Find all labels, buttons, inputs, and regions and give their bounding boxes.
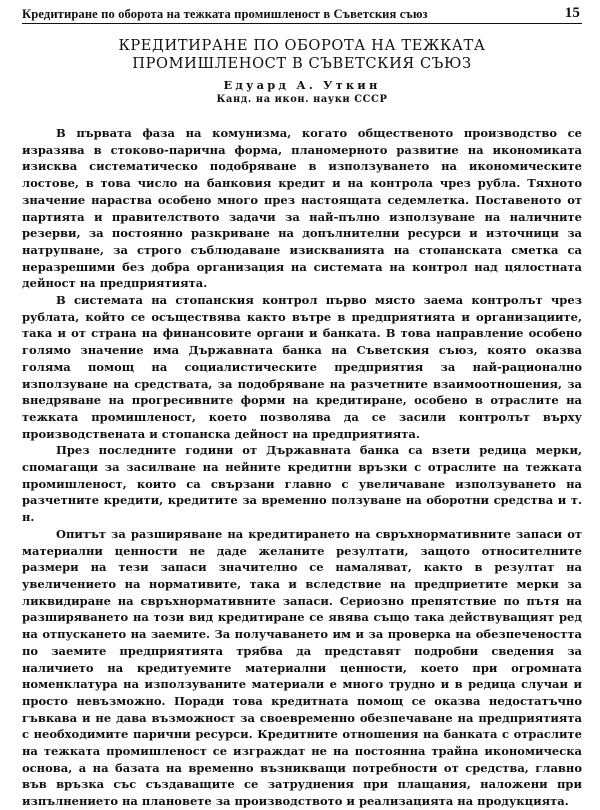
article-title bbox=[22, 37, 582, 73]
page-number: 15 bbox=[564, 5, 580, 21]
running-header bbox=[22, 0, 582, 24]
author-name: Едуард А. Уткин bbox=[223, 78, 381, 92]
paragraph-1: В първата фаза на комунизма, когато общественото производство се изразява в стоково-парична форма, планомерното развитие на икономиката изисква систематическо подобряване в използуването на икономическите лостове, в това число на банковия кредит и на контрола чрез рубла. Тяхното значение нараства особено много през настоящата седемлетка. Поставеното от партията и правителството задачи за най-пълно използуване на наличните резерви, за постоянно разкриване на допълнителни ресурси и източници за натрупване, за строго съблюдаване изискванията на стопанската сметка са неразрешими без добра организация на системата на контрол над цялостната дейност на предприятията. bbox=[22, 126, 582, 291]
paragraph-3: През последните години от Държавната банка са взети редица мерки, спомагащи за засилване на нейните кредитни връзки с отраслите на тежката промишленост, които са свързани главно с увеличаване използуването на разчетните кредити, кредитите за временно ползуване на оборотни средства и т. н. bbox=[22, 443, 582, 525]
article-body bbox=[22, 125, 582, 810]
running-title: Кредитиране по оборота на тежката промишленост в Съветския съюз bbox=[22, 7, 428, 21]
paragraph-4: Опитът за разширяване на кредитирането на свръхнормативните запаси от материални ценности не даде желаните резултати, защото относителните размери на тези запаси значително се намаляват, както в резултат на увеличението на нормативите, така и вследствие на предприетите мерки за ликвидиране на свръхнормативните запаси. Сериозно препятствие по пътя на разширяването на този вид кредитиране се явява също така действуващият ред на отпускането на заемите. За получаването им и за проверка на обезпечеността по заемите предприятията трябва да представят подробни сведения за наличието на кредитуемите материални ценности, което при огромната номенклатура на използуваните материали е много трудно и в редица случаи и просто невъзможно. Поради това кредитната помощ се оказва недостатъчно гъвкава и не дава възможност за своевременно обезпечаване на предприятията с необходимите парични ресурси. Кредитните отношения на банката с отраслите на тежката промишленост се изграждат не на постоянна трайна икономическа основа, а на базата на временно възникващи потребности от средства, главно във връзка със създаващите се затруднения при плащания, наложени при изпълнението на плановете за производството и реализацията на продукцията. bbox=[22, 526, 582, 809]
article-title-line-1: КРЕДИТИРАНЕ ПО ОБОРОТА НА ТЕЖКАТА bbox=[118, 37, 486, 54]
author-affiliation: Канд. на икон. науки СССР bbox=[216, 94, 388, 105]
title-block bbox=[22, 37, 582, 107]
article-title-line-2: ПРОМИШЛЕНОСТ В СЪВЕТСКИЯ СЪЮЗ bbox=[132, 55, 472, 72]
paragraph-2: В системата на стопанския контрол първо място заема контролът чрез рублата, който се осъществява както вътре в предприятията и организациите, така и от страна на финансовите органи и банката. В това направление особено голямо значение има Държавната банка на Съветския съюз, която оказва голяма помощ на социалистическите предприятия за най-рационално използуване на средствата, за подобряване на разчетните взаимоотношения, за внедряване на прогресивните форми на кредитиране, особено в отраслите на тежката промишленост, което позволява да се засили контролът върху производствената и стопанска дейност на предприятията. bbox=[22, 293, 582, 441]
